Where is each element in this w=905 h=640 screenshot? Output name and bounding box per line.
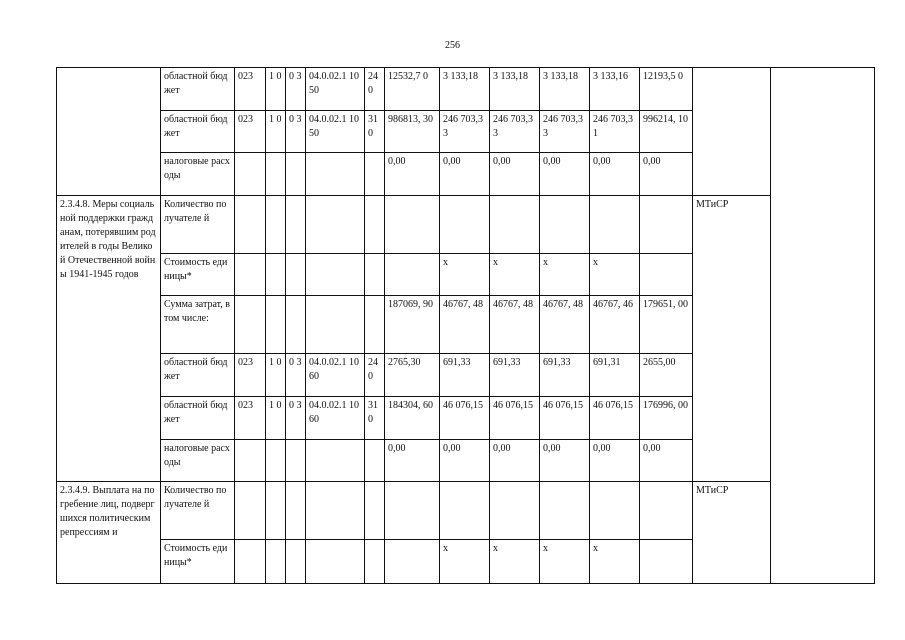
category-cell: налоговые расходы — [161, 440, 235, 482]
budget-table — [56, 67, 875, 584]
year-cell: х — [440, 254, 490, 296]
vr-cell — [365, 482, 385, 540]
year-cell: 46 076,15 — [490, 397, 540, 440]
year-cell: 0,00 — [490, 440, 540, 482]
fact-cell — [640, 254, 693, 296]
executor-cell: МТиСР — [693, 196, 771, 482]
measure-name-cell: 2.3.4.9. Выплата на погребение лиц, подвергшихся политическим репрессиям и — [57, 482, 161, 584]
year-cell: х — [490, 540, 540, 584]
code-cell: 1 0 — [266, 397, 286, 440]
vr-cell — [365, 440, 385, 482]
category-cell: Стоимость единицы* — [161, 254, 235, 296]
total-cell — [385, 540, 440, 584]
code-cell — [286, 540, 306, 584]
year-cell: х — [540, 254, 590, 296]
year-cell: 46 076,15 — [540, 397, 590, 440]
category-cell: областной бюджет — [161, 68, 235, 111]
vr-cell — [365, 153, 385, 196]
total-cell: 12532,7 0 — [385, 68, 440, 111]
year-cell: 0,00 — [440, 440, 490, 482]
vr-cell: 31 0 — [365, 111, 385, 153]
year-cell: 3 133,18 — [440, 68, 490, 111]
csr-cell: 04.0.02.1 1060 — [306, 397, 365, 440]
year-cell — [490, 196, 540, 254]
year-cell — [590, 196, 640, 254]
year-cell: 246 703,33 — [540, 111, 590, 153]
table-row — [57, 68, 875, 111]
csr-cell — [306, 196, 365, 254]
total-cell — [385, 482, 440, 540]
year-cell: 691,33 — [490, 354, 540, 397]
vr-cell: 31 0 — [365, 397, 385, 440]
fact-cell: 12193,5 0 — [640, 68, 693, 111]
code-cell — [286, 482, 306, 540]
year-cell: 46 076,15 — [590, 397, 640, 440]
result-cell — [771, 68, 875, 584]
code-cell — [286, 196, 306, 254]
code-cell — [286, 440, 306, 482]
year-cell: 691,33 — [540, 354, 590, 397]
total-cell: 0,00 — [385, 440, 440, 482]
fact-cell: 0,00 — [640, 440, 693, 482]
vr-cell — [365, 196, 385, 254]
code-cell — [235, 540, 266, 584]
vr-cell: 24 0 — [365, 354, 385, 397]
total-cell: 184304, 60 — [385, 397, 440, 440]
category-cell: Сумма затрат, в том числе: — [161, 296, 235, 354]
total-cell: 2765,30 — [385, 354, 440, 397]
year-cell: 0,00 — [540, 153, 590, 196]
year-cell: 46 076,15 — [440, 397, 490, 440]
code-cell — [266, 254, 286, 296]
total-cell — [385, 196, 440, 254]
fact-cell: 996214, 10 — [640, 111, 693, 153]
year-cell: 46767, 48 — [540, 296, 590, 354]
fact-cell — [640, 540, 693, 584]
year-cell: 46767, 48 — [440, 296, 490, 354]
code-cell — [266, 482, 286, 540]
year-cell: 0,00 — [540, 440, 590, 482]
year-cell: 46767, 48 — [490, 296, 540, 354]
year-cell — [440, 196, 490, 254]
year-cell: х — [540, 540, 590, 584]
measure-name-cell — [57, 68, 161, 196]
total-cell: 187069, 90 — [385, 296, 440, 354]
year-cell: х — [590, 254, 640, 296]
fact-cell: 0,00 — [640, 153, 693, 196]
table-row — [57, 482, 875, 540]
year-cell — [440, 482, 490, 540]
fact-cell — [640, 196, 693, 254]
code-cell — [235, 296, 266, 354]
csr-cell — [306, 440, 365, 482]
page-number: 256 — [445, 40, 460, 51]
category-cell: областной бюджет — [161, 354, 235, 397]
year-cell: 691,33 — [440, 354, 490, 397]
year-cell: 3 133,16 — [590, 68, 640, 111]
code-cell — [266, 540, 286, 584]
vr-cell: 24 0 — [365, 68, 385, 111]
year-cell — [490, 482, 540, 540]
category-cell: областной бюджет — [161, 111, 235, 153]
category-cell: Стоимость единицы* — [161, 540, 235, 584]
total-cell: 0,00 — [385, 153, 440, 196]
code-cell: 0 3 — [286, 354, 306, 397]
code-cell — [266, 153, 286, 196]
csr-cell — [306, 482, 365, 540]
category-cell: Количество получателе й — [161, 482, 235, 540]
code-cell — [235, 254, 266, 296]
code-cell: 023 — [235, 68, 266, 111]
code-cell: 1 0 — [266, 354, 286, 397]
code-cell: 023 — [235, 397, 266, 440]
csr-cell: 04.0.02.1 1060 — [306, 354, 365, 397]
year-cell: 46767, 46 — [590, 296, 640, 354]
table-row — [57, 196, 875, 254]
category-cell: Количество получателе й — [161, 196, 235, 254]
year-cell: х — [590, 540, 640, 584]
fact-cell: 2655,00 — [640, 354, 693, 397]
csr-cell: 04.0.02.1 1050 — [306, 68, 365, 111]
vr-cell — [365, 540, 385, 584]
code-cell: 0 3 — [286, 397, 306, 440]
executor-cell — [693, 68, 771, 196]
year-cell: 246 703,31 — [590, 111, 640, 153]
code-cell — [235, 196, 266, 254]
csr-cell: 04.0.02.1 1050 — [306, 111, 365, 153]
code-cell — [266, 440, 286, 482]
total-cell: 986813, 30 — [385, 111, 440, 153]
year-cell — [590, 482, 640, 540]
code-cell — [266, 196, 286, 254]
year-cell: 691,31 — [590, 354, 640, 397]
code-cell: 0 3 — [286, 111, 306, 153]
csr-cell — [306, 296, 365, 354]
code-cell — [235, 482, 266, 540]
category-cell: областной бюджет — [161, 397, 235, 440]
fact-cell: 176996, 00 — [640, 397, 693, 440]
year-cell: 0,00 — [490, 153, 540, 196]
code-cell: 1 0 — [266, 68, 286, 111]
csr-cell — [306, 254, 365, 296]
vr-cell — [365, 254, 385, 296]
year-cell: 3 133,18 — [490, 68, 540, 111]
executor-cell: МТиСР — [693, 482, 771, 584]
code-cell: 023 — [235, 111, 266, 153]
year-cell: 246 703,33 — [440, 111, 490, 153]
year-cell: х — [490, 254, 540, 296]
fact-cell: 179651, 00 — [640, 296, 693, 354]
csr-cell — [306, 540, 365, 584]
measure-name-cell: 2.3.4.8. Меры социальной поддержки гражданам, потерявшим родителей в годы Великой Отечественной войны 1941-1945 годов — [57, 196, 161, 482]
code-cell — [235, 440, 266, 482]
code-cell — [286, 254, 306, 296]
code-cell — [286, 153, 306, 196]
code-cell — [286, 296, 306, 354]
year-cell: 0,00 — [590, 153, 640, 196]
year-cell: 246 703,33 — [490, 111, 540, 153]
code-cell: 0 3 — [286, 68, 306, 111]
fact-cell — [640, 482, 693, 540]
category-cell: налоговые расходы — [161, 153, 235, 196]
year-cell: 0,00 — [440, 153, 490, 196]
code-cell — [235, 153, 266, 196]
code-cell: 1 0 — [266, 111, 286, 153]
code-cell: 023 — [235, 354, 266, 397]
year-cell: 3 133,18 — [540, 68, 590, 111]
vr-cell — [365, 296, 385, 354]
csr-cell — [306, 153, 365, 196]
year-cell — [540, 482, 590, 540]
year-cell — [540, 196, 590, 254]
year-cell: х — [440, 540, 490, 584]
total-cell — [385, 254, 440, 296]
year-cell: 0,00 — [590, 440, 640, 482]
code-cell — [266, 296, 286, 354]
